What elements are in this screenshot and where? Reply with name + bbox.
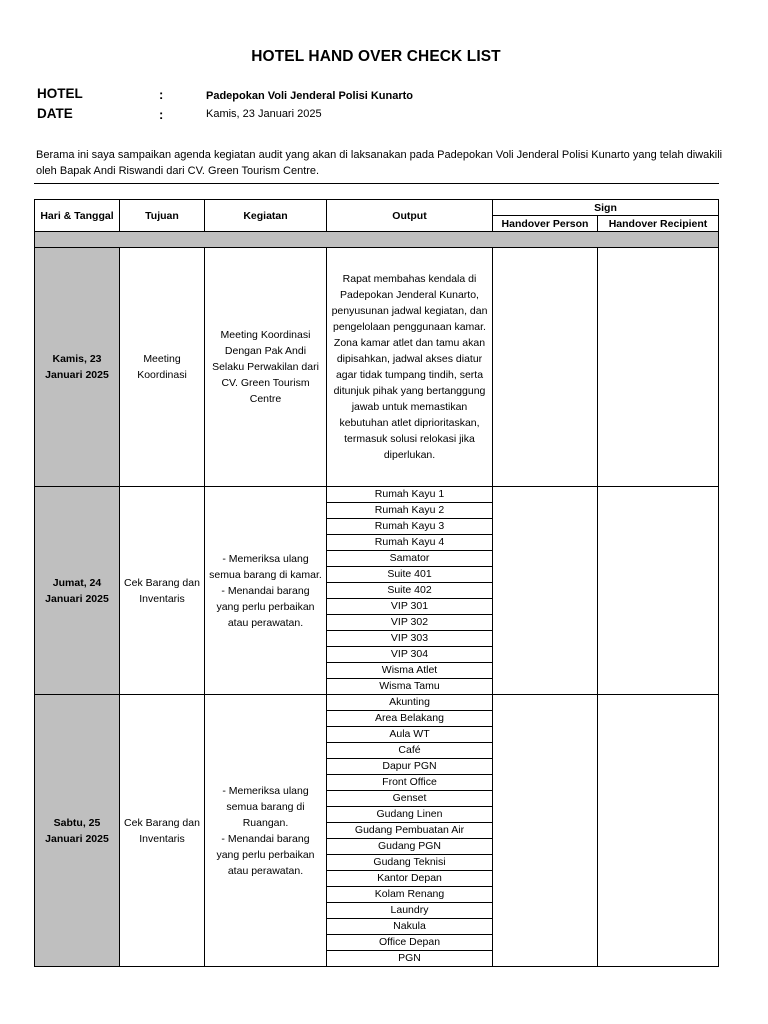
output-item-label: Suite 401 <box>327 567 492 583</box>
purpose-cell: Cek Barang dan Inventaris <box>120 487 205 695</box>
output-item-label: Gudang PGN <box>327 839 492 855</box>
output-item <box>327 839 492 855</box>
handover-person-sign[interactable] <box>493 248 598 487</box>
hotel-colon: : <box>159 87 164 102</box>
date-label: DATE <box>37 106 73 121</box>
output-list-cell <box>327 487 493 695</box>
header-purpose: Tujuan <box>120 200 205 232</box>
table-row <box>35 695 719 967</box>
output-item-label: Samator <box>327 551 492 567</box>
output-item-label: Rumah Kayu 4 <box>327 535 492 551</box>
output-item-label: Front Office <box>327 775 492 791</box>
output-item-label: Café <box>327 743 492 759</box>
output-item <box>327 695 492 711</box>
output-item-label: Gudang Pembuatan Air <box>327 823 492 839</box>
output-item-label: Kantor Depan <box>327 871 492 887</box>
output-item <box>327 551 492 567</box>
output-item-label: VIP 302 <box>327 615 492 631</box>
separator-row <box>35 232 719 248</box>
output-item <box>327 503 492 519</box>
table-row <box>35 487 719 695</box>
header-output: Output <box>327 200 493 232</box>
document-title: HOTEL HAND OVER CHECK LIST <box>251 48 501 65</box>
room-list <box>327 487 492 694</box>
output-item-label: Genset <box>327 791 492 807</box>
output-item-label: Kolam Renang <box>327 887 492 903</box>
output-list-cell <box>327 695 493 967</box>
output-item-label: Dapur PGN <box>327 759 492 775</box>
table-row <box>35 248 719 487</box>
output-item <box>327 599 492 615</box>
output-item-label: Office Depan <box>327 935 492 951</box>
day-cell: Kamis, 23 Januari 2025 <box>35 248 120 487</box>
area-list <box>327 695 492 966</box>
output-item <box>327 807 492 823</box>
header-handover-person: Handover Person <box>493 216 598 232</box>
output-item-label: VIP 304 <box>327 647 492 663</box>
header-day: Hari & Tanggal <box>35 200 120 232</box>
intro-paragraph: Berama ini saya sampaikan agenda kegiatan audit yang akan di laksanakan pada Padepokan Voli Jenderal Polisi Kunarto yang telah diwakili oleh Bapak Andi Riswandi dari CV. Green Tourism Centre. <box>36 149 723 177</box>
hotel-label: HOTEL <box>37 86 83 101</box>
output-item <box>327 647 492 663</box>
output-item-label: Wisma Atlet <box>327 663 492 679</box>
date-value: Kamis, 23 Januari 2025 <box>206 108 322 120</box>
handover-person-sign[interactable] <box>493 487 598 695</box>
output-item <box>327 631 492 647</box>
activity-line: - Menandai barang yang perlu perbaikan atau perawatan. <box>216 832 315 877</box>
output-item <box>327 663 492 679</box>
handover-recipient-sign[interactable] <box>598 487 719 695</box>
output-item <box>327 679 492 695</box>
header-activity: Kegiatan <box>205 200 327 232</box>
output-item <box>327 711 492 727</box>
output-cell: Rapat membahas kendala di Padepokan Jenderal Kunarto, penyusunan jadwal kegiatan, dan pengelolaan penggunaan kamar. Zona kamar atlet dan tamu akan dipisahkan, jadwal akses diatur agar tidak tumpang tindih, serta ditunjuk pihak yang bertanggung jawab untuk memastikan kebutuhan atlet diprioritaskan, termasuk solusi relokasi jika diperlukan. <box>327 248 493 487</box>
activity-line: - Menandai barang yang perlu perbaikan atau perawatan. <box>216 584 315 629</box>
output-item <box>327 823 492 839</box>
activity-line: - Memeriksa ulang semua barang di kamar. <box>209 552 322 581</box>
output-item-label: Suite 402 <box>327 583 492 599</box>
output-item-label: Area Belakang <box>327 711 492 727</box>
handover-recipient-sign[interactable] <box>598 248 719 487</box>
date-colon: : <box>159 107 164 122</box>
output-item <box>327 775 492 791</box>
header-sign: Sign <box>493 200 719 216</box>
output-item-label: Rumah Kayu 1 <box>327 487 492 503</box>
output-item <box>327 919 492 935</box>
output-item-label: PGN <box>398 952 421 964</box>
output-item <box>327 887 492 903</box>
output-item-label: Wisma Tamu <box>379 680 440 692</box>
output-item <box>327 871 492 887</box>
output-item <box>327 743 492 759</box>
activity-line: - Memeriksa ulang semua barang di Ruangan. <box>222 784 309 829</box>
output-item <box>327 855 492 871</box>
output-item <box>327 759 492 775</box>
handover-table <box>34 199 719 967</box>
output-item <box>327 519 492 535</box>
output-item <box>327 951 492 967</box>
activity-cell: Meeting Koordinasi Dengan Pak Andi Selaku Perwakilan dari CV. Green Tourism Centre <box>205 248 327 487</box>
output-item-label: Rumah Kayu 2 <box>327 503 492 519</box>
output-item-label: Akunting <box>327 695 492 711</box>
output-item-label: VIP 301 <box>327 599 492 615</box>
handover-recipient-sign[interactable] <box>598 695 719 967</box>
activity-cell <box>205 487 327 695</box>
output-item-label: VIP 303 <box>327 631 492 647</box>
output-item <box>327 935 492 951</box>
output-item-label: Rumah Kayu 3 <box>327 519 492 535</box>
hotel-value: Padepokan Voli Jenderal Polisi Kunarto <box>206 90 414 102</box>
output-item <box>327 791 492 807</box>
day-cell: Jumat, 24 Januari 2025 <box>35 487 120 695</box>
purpose-cell: Cek Barang dan Inventaris <box>120 695 205 967</box>
day-cell: Sabtu, 25 Januari 2025 <box>35 695 120 967</box>
output-item-label: Nakula <box>327 919 492 935</box>
divider-line <box>34 183 719 184</box>
output-item <box>327 903 492 919</box>
output-item <box>327 583 492 599</box>
output-item-label: Aula WT <box>327 727 492 743</box>
output-item-label: Laundry <box>327 903 492 919</box>
output-item <box>327 727 492 743</box>
header-handover-recipient: Handover Recipient <box>598 216 719 232</box>
output-item-label: Gudang Linen <box>327 807 492 823</box>
handover-person-sign[interactable] <box>493 695 598 967</box>
output-item <box>327 567 492 583</box>
output-item <box>327 615 492 631</box>
output-item-label: Gudang Teknisi <box>327 855 492 871</box>
output-item <box>327 535 492 551</box>
activity-cell <box>205 695 327 967</box>
purpose-cell: Meeting Koordinasi <box>120 248 205 487</box>
output-item <box>327 487 492 503</box>
